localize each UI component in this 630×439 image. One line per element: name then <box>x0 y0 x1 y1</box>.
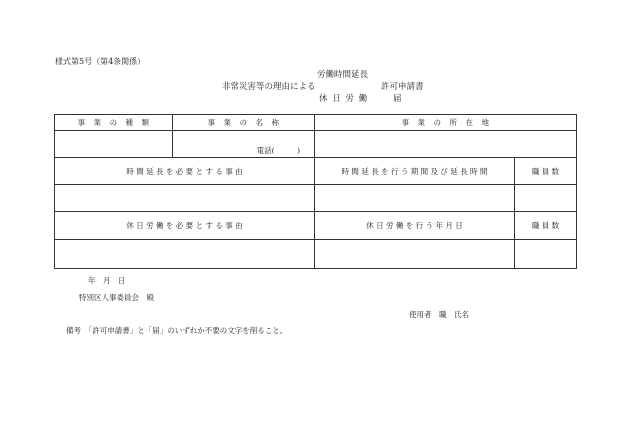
overtime-staff-field[interactable] <box>515 185 577 212</box>
business-input-row <box>55 131 577 158</box>
phone-label: 電話( ) <box>256 146 300 155</box>
business-location-header: 事 業 の 所 在 地 <box>315 115 577 131</box>
overtime-period-header: 時 間 延 長 を 行 う 期 間 及 び 延 長 時 間 <box>315 158 515 185</box>
holiday-date-header: 休 日 労 働 を 行 う 年 月 日 <box>315 212 515 240</box>
remark-note: 備考 「許可申請書」と「届」のいずれか不要の文字を削ること。 <box>66 326 288 335</box>
overtime-period-field[interactable] <box>315 185 515 212</box>
title-emergency-reason: 非常災害等の理由による <box>222 82 316 92</box>
holiday-header-row <box>55 212 577 240</box>
holiday-date-field[interactable] <box>315 240 515 269</box>
business-type-header: 事 業 の 種 類 <box>55 115 173 131</box>
business-location-field[interactable] <box>315 131 577 158</box>
addressee: 特別区人事委員会 殿 <box>79 293 154 302</box>
business-name-field[interactable] <box>173 131 315 158</box>
holiday-input-row <box>55 240 577 269</box>
overtime-reason-header: 時 間 延 長 を 必 要 と す る 事 由 <box>55 158 315 185</box>
submission-date: 年 月 日 <box>88 276 126 285</box>
overtime-input-row <box>55 185 577 212</box>
overtime-staff-header: 職 員 数 <box>515 158 577 185</box>
overtime-reason-field[interactable] <box>55 185 315 212</box>
holiday-staff-header: 職 員 数 <box>515 212 577 240</box>
form-number-label: 様式第5号（第4条関係） <box>55 57 146 66</box>
holiday-reason-header: 休 日 労 働 を 必 要 と す る 事 由 <box>55 212 315 240</box>
employer-signature-line: 使用者 職 氏名 <box>409 310 469 319</box>
holiday-reason-field[interactable] <box>55 240 315 269</box>
application-form-table <box>54 114 577 269</box>
business-type-field[interactable] <box>55 131 173 158</box>
holiday-staff-field[interactable] <box>515 240 577 269</box>
table-header-row <box>55 115 577 131</box>
business-name-header: 事 業 の 名 称 <box>173 115 315 131</box>
title-holiday-work: 休 日 労 働 <box>319 94 369 104</box>
title-notification: 届 <box>393 94 402 104</box>
overtime-header-row <box>55 158 577 185</box>
title-overtime-extension: 労働時間延長 <box>317 70 369 80</box>
title-permit-application: 許可申請書 <box>381 82 424 92</box>
